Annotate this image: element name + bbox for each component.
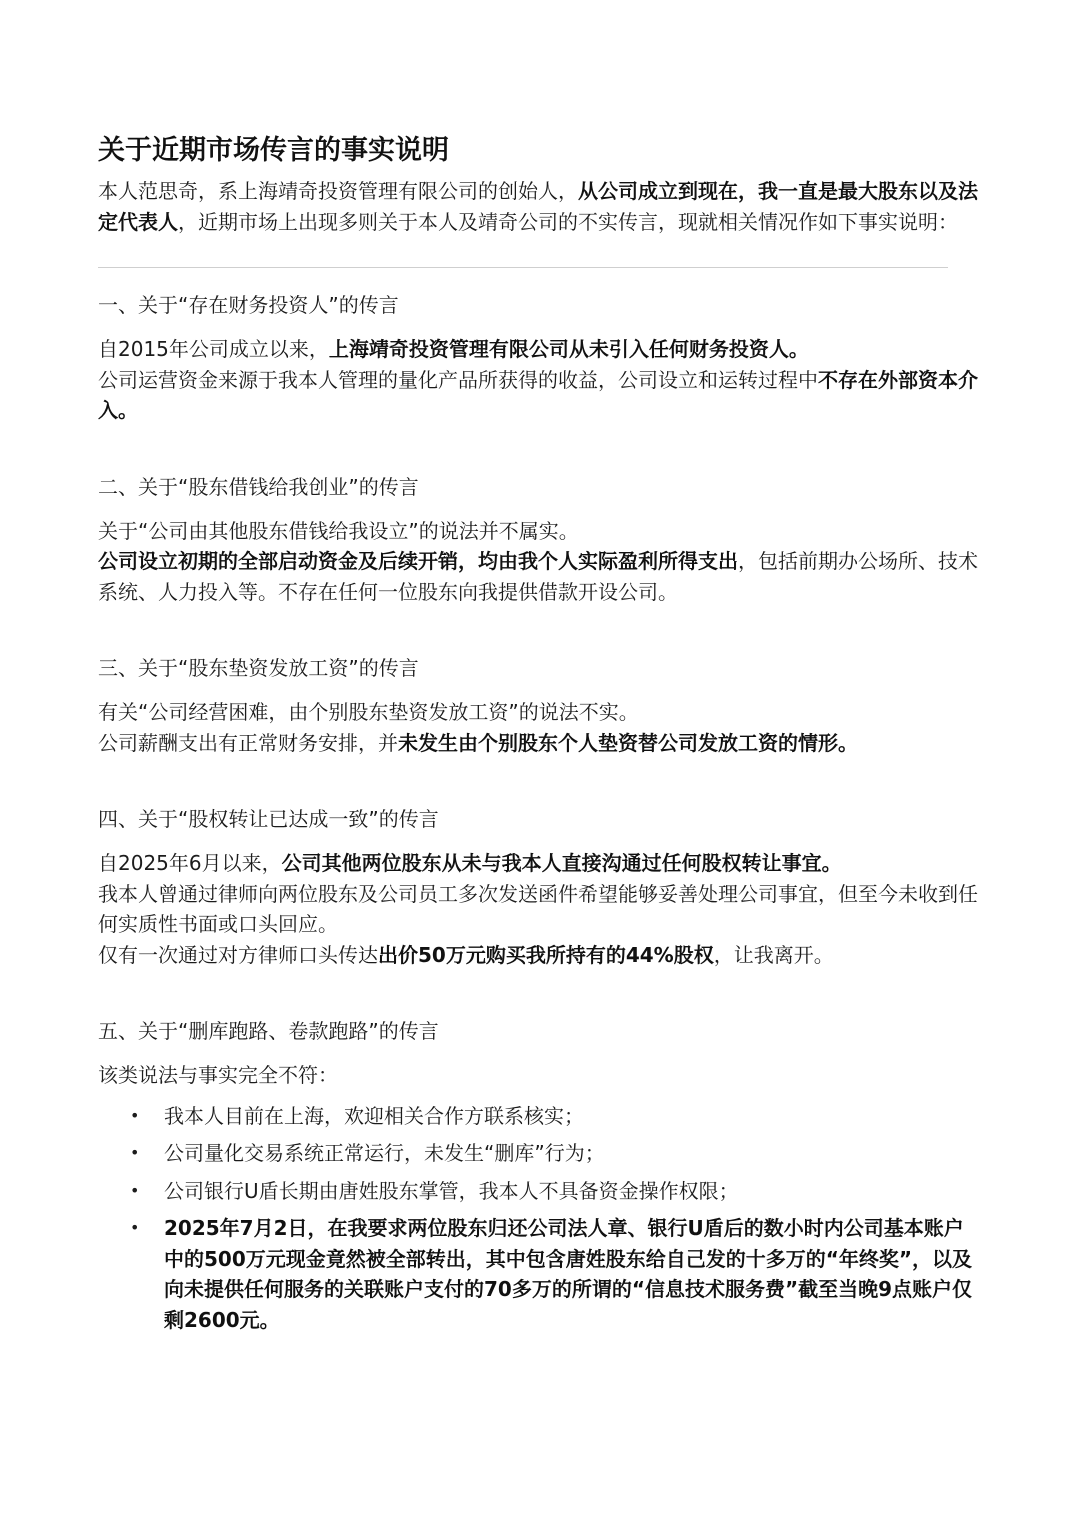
- section-4: [98, 804, 978, 970]
- section-line: [98, 940, 978, 971]
- section-line: [98, 334, 978, 365]
- line-text: 我本人曾通过律师向两位股东及公司员工多次发送函件希望能够妥善处理公司事宜，但至今未收到任何实质性书面或口头回应。: [98, 881, 978, 936]
- section-line: [98, 848, 978, 879]
- section-line: [98, 365, 978, 426]
- bullet-icon: •: [130, 1143, 140, 1162]
- intro-bold-text: 从公司成立到现在，我一直是最大股东以及法定代表人: [98, 179, 978, 234]
- section-heading: 五、关于“删库跑路、卷款跑路”的传言: [98, 1019, 439, 1043]
- section-1: [98, 290, 978, 426]
- section-heading: 四、关于“股权转让已达成一致”的传言: [98, 807, 439, 831]
- list-item-bold-text: 2025年7月2日，在我要求两位股东归还公司法人章、银行U盾后的数小时内公司基本账户中的500万元现金竟然被全部转出，其中包含唐姓股东给自己发的十多万的“年终奖”，以及向未提供任何服务的关联账户支付的70多万的所谓的“信息技术服务费”截至当晚9点账户仅剩2600元。: [164, 1216, 973, 1332]
- document-page: [98, 128, 978, 1342]
- line-text: 公司薪酬支出有正常财务安排，并: [98, 730, 398, 755]
- list-item-text: 公司银行U盾长期由唐姓股东掌管，我本人不具备资金操作权限；: [164, 1178, 739, 1203]
- line-text: 有关“公司经营困难，由个别股东垫资发放工资”的说法不实。: [98, 700, 639, 724]
- intro-paragraph: [98, 176, 978, 237]
- line-bold-text: 上海靖奇投资管理有限公司从未引入任何财务投资人。: [328, 337, 809, 361]
- line-bold-text: 不存在外部资本介入。: [98, 367, 978, 422]
- line-text-end: ，包括前期办公场所、技术系统、人力投入等。不存在任何一位股东向我提供借款开设公司。: [98, 549, 978, 604]
- line-bold-text: 出价50万元购买我所持有的44%股权: [378, 942, 714, 967]
- line-text: 仅有一次通过对方律师口头传达: [98, 942, 378, 967]
- bullet-icon: •: [130, 1180, 140, 1200]
- section-heading: 一、关于“存在财务投资人”的传言: [98, 293, 399, 317]
- line-text-end: ，让我离开。: [713, 942, 834, 967]
- line-text: 公司运营资金来源于我本人管理的量化产品所获得的收益，公司设立和运转过程中: [98, 367, 818, 392]
- line-text: 自2015年公司成立以来，: [98, 337, 329, 361]
- section-line: [98, 516, 978, 547]
- list-item: [98, 1176, 978, 1207]
- line-text: 自2025年6月以来，: [98, 851, 282, 875]
- section-lead: 该类说法与事实完全不符：: [98, 1063, 338, 1087]
- list-item: [98, 1101, 978, 1132]
- page-title: 关于近期市场传言的事实说明: [98, 135, 449, 166]
- section-2: [98, 472, 978, 608]
- section-5: [98, 1016, 978, 1335]
- line-bold-text: 公司其他两位股东从未与我本人直接沟通过任何股权转让事宜。: [281, 851, 842, 875]
- line-bold-text: 未发生由个别股东个人垫资替公司发放工资的情形。: [398, 730, 858, 755]
- section-line: [98, 728, 978, 759]
- list-item-text: 我本人目前在上海，欢迎相关合作方联系核实；: [164, 1103, 584, 1128]
- line-text: 关于“公司由其他股东借钱给我设立”的说法并不属实。: [98, 518, 579, 543]
- list-item-text: 公司量化交易系统正常运行，未发生“删库”行为；: [164, 1141, 605, 1165]
- list-item: [98, 1213, 978, 1335]
- intro-text-end: ，近期市场上出现多则关于本人及靖奇公司的不实传言，现就相关情况作如下事实说明：: [178, 209, 958, 234]
- section-line: [98, 879, 978, 940]
- list-item: [98, 1138, 978, 1169]
- section-line: [98, 697, 978, 728]
- bullet-icon: •: [130, 1218, 140, 1237]
- bullet-icon: •: [130, 1105, 140, 1125]
- intro-text: 本人范思奇，系上海靖奇投资管理有限公司的创始人，: [98, 179, 578, 203]
- bullet-list: [98, 1101, 978, 1336]
- section-heading: 三、关于“股东垫资发放工资”的传言: [98, 656, 419, 680]
- section-heading: 二、关于“股东借钱给我创业”的传言: [98, 474, 419, 499]
- section-line: [98, 546, 978, 607]
- divider: [98, 267, 948, 268]
- line-bold-text: 公司设立初期的全部启动资金及后续开销，均由我个人实际盈利所得支出: [98, 549, 738, 573]
- section-3: [98, 653, 978, 758]
